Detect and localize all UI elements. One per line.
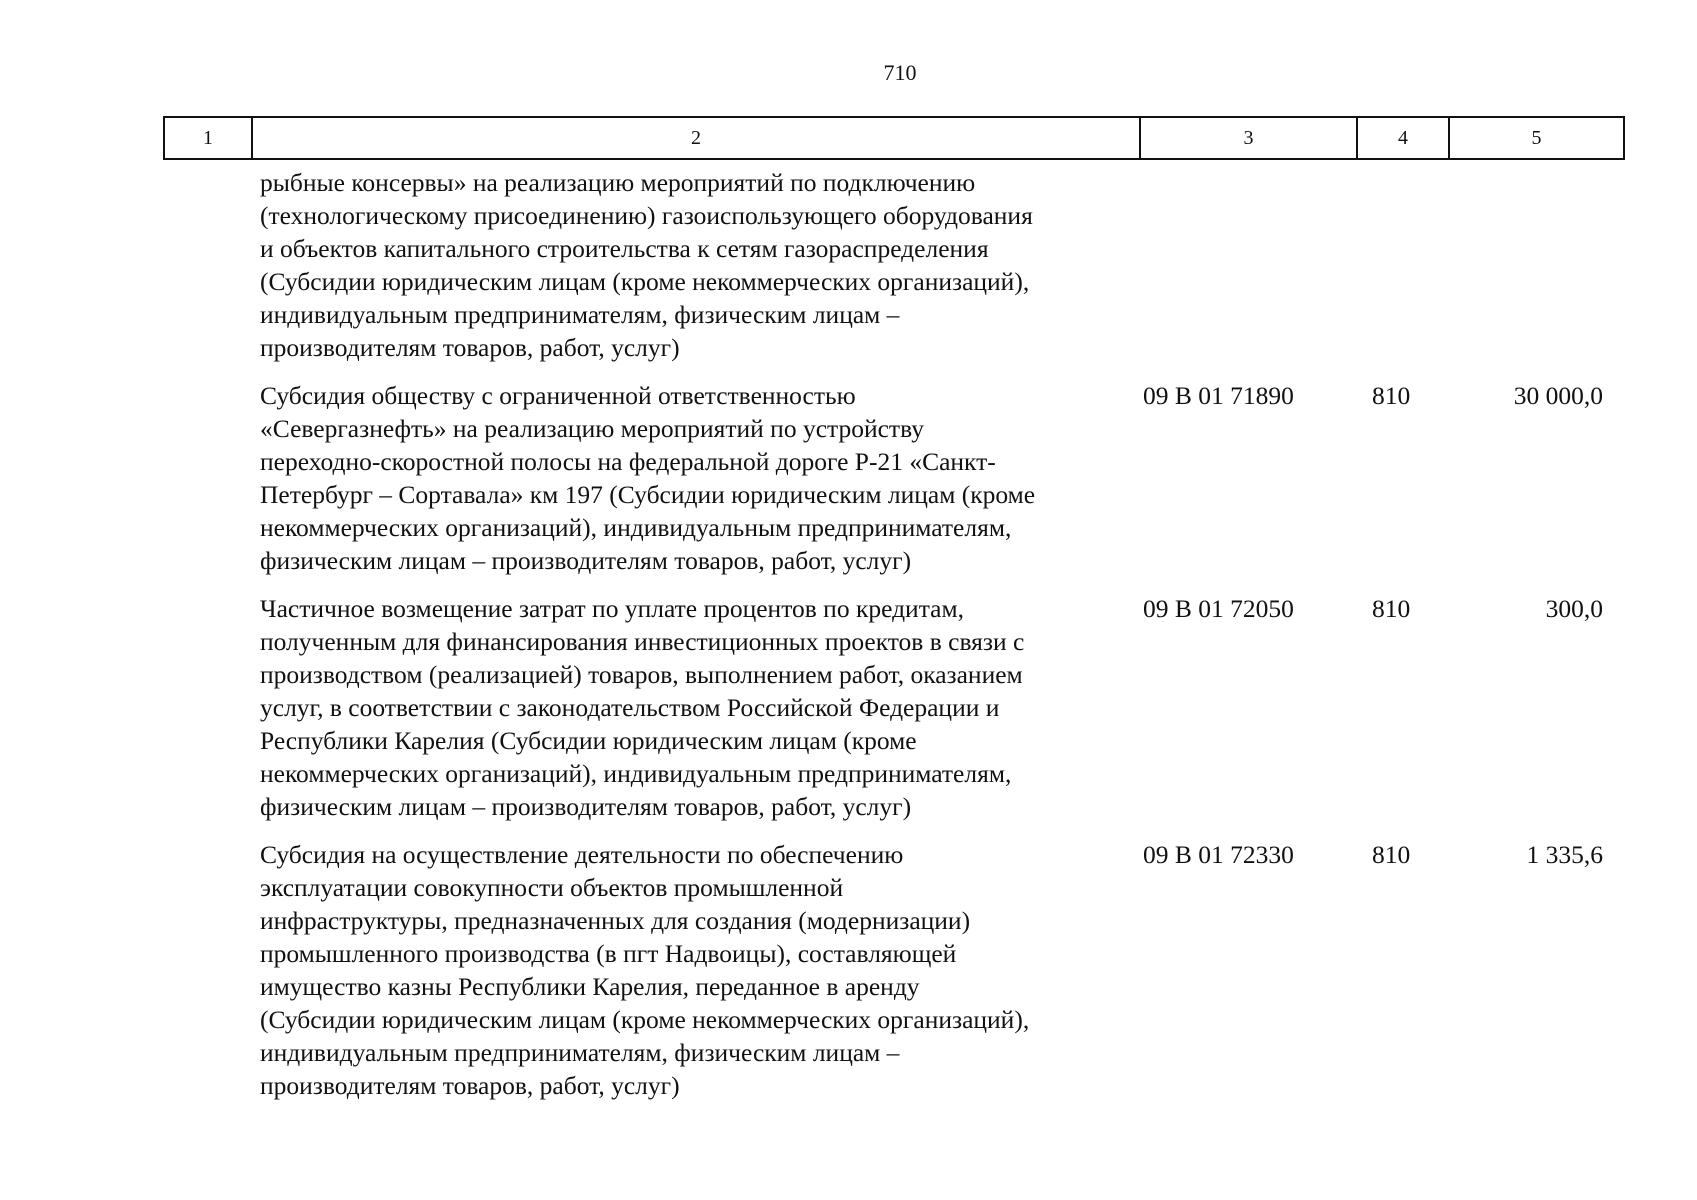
- description-line: Субсидия обществу с ограниченной ответственностью: [260, 381, 856, 410]
- description-line: производителям товаров, работ, услуг): [260, 1071, 680, 1100]
- description-line: производством (реализацией) товаров, выполнением работ, оказанием: [260, 660, 1023, 689]
- row-target-code: 09 В 01 72050: [1143, 594, 1294, 623]
- row-target-code: 09 В 01 72330: [1143, 840, 1294, 869]
- budget-table-body: [163, 166, 1613, 1117]
- description-line: переходно-скоростной полосы на федеральной дороге Р-21 «Санкт-: [260, 447, 996, 476]
- description-line: промышленного производства (в пгт Надвоицы), составляющей: [260, 939, 957, 968]
- description-line: индивидуальным предпринимателям, физическим лицам –: [260, 1038, 900, 1067]
- description-line: физическим лицам – производителям товаров, работ, услуг): [260, 792, 912, 821]
- description-line: услуг, в соответствии с законодательством Российской Федерации и: [260, 693, 1000, 722]
- row-amount: 300,0: [1545, 594, 1604, 623]
- description-line: инфраструктуры, предназначенных для создания (модернизации): [260, 906, 971, 935]
- row-expense-type: 810: [1372, 594, 1411, 623]
- column-header-1: 1: [164, 117, 252, 159]
- row-description: [163, 592, 1135, 838]
- row-amount: 1 335,6: [1526, 840, 1604, 869]
- description-line: эксплуатации совокупности объектов промышленной: [260, 873, 844, 902]
- row-expense-type: 810: [1372, 381, 1411, 410]
- description-line: Частичное возмещение затрат по уплате процентов по кредитам,: [260, 594, 964, 623]
- row-description: [163, 166, 1135, 379]
- column-header-5: 5: [1449, 117, 1624, 159]
- description-line: и объектов капитального строительства к сетям газораспределения: [260, 234, 989, 263]
- table-row: [163, 379, 1613, 592]
- row-expense-type: 810: [1372, 840, 1411, 869]
- description-line: физическим лицам – производителям товаров, работ, услуг): [260, 546, 912, 575]
- description-line: Петербург – Сортавала» км 197 (Субсидии юридическим лицам (кроме: [260, 480, 1036, 509]
- description-line: имущество казны Республики Карелия, переданное в аренду: [260, 972, 920, 1001]
- description-line: некоммерческих организаций), индивидуальным предпринимателям,: [260, 759, 1012, 788]
- description-line: (Субсидии юридическим лицам (кроме некоммерческих организаций),: [260, 1005, 1030, 1034]
- table-row: [163, 166, 1613, 379]
- column-header-row: [164, 117, 1624, 159]
- description-line: (технологическому присоединению) газоиспользующего оборудования: [260, 201, 1033, 230]
- row-target-code: [1135, 166, 1350, 379]
- description-line: «Севергазнефть» на реализацию мероприятий по устройству: [260, 414, 924, 443]
- row-target-code: 09 В 01 71890: [1143, 381, 1294, 410]
- description-line: индивидуальным предпринимателям, физическим лицам –: [260, 300, 900, 329]
- description-line: Субсидия на осуществление деятельности по обеспечению: [260, 840, 904, 869]
- description-line: (Субсидии юридическим лицам (кроме некоммерческих организаций),: [260, 267, 1030, 296]
- page-number: 710: [883, 60, 917, 85]
- row-expense-type: [1350, 166, 1440, 379]
- row-amount: 30 000,0: [1513, 381, 1604, 410]
- description-line: полученным для финансирования инвестиционных проектов в связи с: [260, 627, 1025, 656]
- column-header-3: 3: [1140, 117, 1357, 159]
- table-row: [163, 592, 1613, 838]
- column-header-2: 2: [252, 117, 1140, 159]
- description-line: производителям товаров, работ, услуг): [260, 333, 680, 362]
- description-line: некоммерческих организаций), индивидуальным предпринимателям,: [260, 513, 1012, 542]
- row-description: [163, 379, 1135, 592]
- row-amount: [1440, 166, 1613, 379]
- column-header-4: 4: [1357, 117, 1449, 159]
- description-line: Республики Карелия (Субсидии юридическим лицам (кроме: [260, 726, 917, 755]
- row-description: [163, 838, 1135, 1117]
- column-header-table: [163, 116, 1625, 160]
- table-row: [163, 838, 1613, 1117]
- description-line: рыбные консервы» на реализацию мероприятий по подключению: [260, 168, 976, 197]
